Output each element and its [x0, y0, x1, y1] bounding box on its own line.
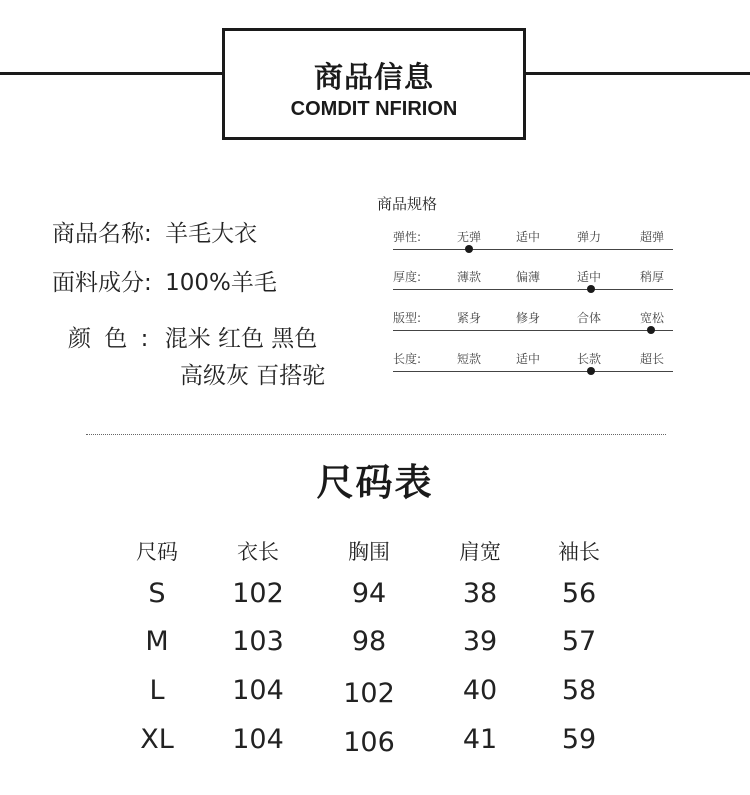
spec-row-label: 厚度: [393, 270, 422, 284]
product-name-row [52, 215, 257, 248]
color-values-line2: 高级灰 百搭驼 [180, 363, 326, 389]
size-table-header: 肩宽 [459, 540, 501, 564]
spec-option: 修身 [516, 311, 541, 325]
size-table-header: 胸围 [348, 540, 390, 564]
spec-option: 稍厚 [640, 270, 665, 284]
header-line-left [0, 72, 222, 75]
size-label-cell: XL [140, 724, 174, 755]
size-table-cell: 57 [561, 626, 597, 657]
material-row [52, 264, 277, 297]
spec-option: 长款 [577, 352, 602, 366]
spec-option: 适中 [516, 352, 541, 366]
color-label: 颜 色 : [68, 326, 152, 352]
size-table-cell: 104 [232, 724, 284, 755]
size-table-cell: 102 [232, 578, 284, 609]
product-name-value: 羊毛大衣 [165, 221, 258, 247]
size-label-cell: M [145, 626, 169, 657]
spec-option: 紧身 [457, 311, 482, 325]
size-label-cell: L [149, 675, 165, 706]
spec-row-label: 弹性: [393, 230, 422, 244]
header-title-cn: 商品信息 [313, 60, 434, 94]
spec-scale-line [393, 330, 673, 331]
size-table-cell: 106 [343, 727, 395, 758]
size-table-cell: 59 [561, 724, 597, 755]
size-table-cell: 94 [351, 578, 387, 609]
size-table-cell: 102 [343, 678, 395, 709]
spec-scale-line [393, 371, 673, 372]
spec-row-label: 长度: [393, 352, 422, 366]
spec-option: 宽松 [640, 311, 665, 325]
spec-row [393, 350, 673, 376]
spec-option: 偏薄 [516, 270, 541, 284]
spec-scale-line [393, 289, 673, 290]
header-title-box [222, 28, 526, 140]
spec-scale-line [393, 249, 673, 250]
spec-row [393, 268, 673, 294]
size-table-cell: 56 [561, 578, 597, 609]
spec-option: 适中 [516, 230, 541, 244]
spec-option: 超弹 [640, 230, 665, 244]
spec-option: 超长 [640, 352, 665, 366]
spec-option: 合体 [577, 311, 602, 325]
spec-selected-dot [647, 326, 655, 334]
material-value: 100%羊毛 [165, 270, 277, 296]
size-table-cell: 40 [462, 675, 498, 706]
size-table-title: 尺码表 [316, 461, 434, 504]
size-table-header: 尺码 [136, 540, 178, 564]
size-table-header: 袖长 [558, 540, 600, 564]
header-line-right [526, 72, 750, 75]
spec-option: 短款 [457, 352, 482, 366]
spec-option: 弹力 [577, 230, 602, 244]
color-values-line1: 混米 红色 黑色 [164, 326, 318, 352]
size-table-cell: 38 [462, 578, 498, 609]
spec-row [393, 309, 673, 335]
spec-row-label: 版型: [393, 311, 422, 325]
color-row [68, 320, 317, 353]
header-title-en: COMDIT NFIRION [290, 98, 458, 120]
spec-selected-dot [587, 285, 595, 293]
size-label-cell: S [148, 578, 166, 609]
size-table-header: 衣长 [237, 540, 279, 564]
spec-row [393, 228, 673, 254]
size-table-cell: 98 [351, 626, 387, 657]
spec-option: 薄款 [457, 270, 482, 284]
size-table-cell: 103 [232, 626, 284, 657]
spec-option: 无弹 [457, 230, 482, 244]
size-table-cell: 104 [232, 675, 284, 706]
product-name-label: 商品名称: [52, 221, 152, 247]
material-label: 面料成分: [52, 270, 152, 296]
spec-selected-dot [465, 245, 473, 253]
size-table-cell: 41 [462, 724, 498, 755]
spec-title: 商品规格 [377, 195, 438, 213]
spec-option: 适中 [577, 270, 602, 284]
size-table-cell: 58 [561, 675, 597, 706]
size-table-cell: 39 [462, 626, 498, 657]
spec-selected-dot [587, 367, 595, 375]
section-divider [86, 434, 666, 435]
